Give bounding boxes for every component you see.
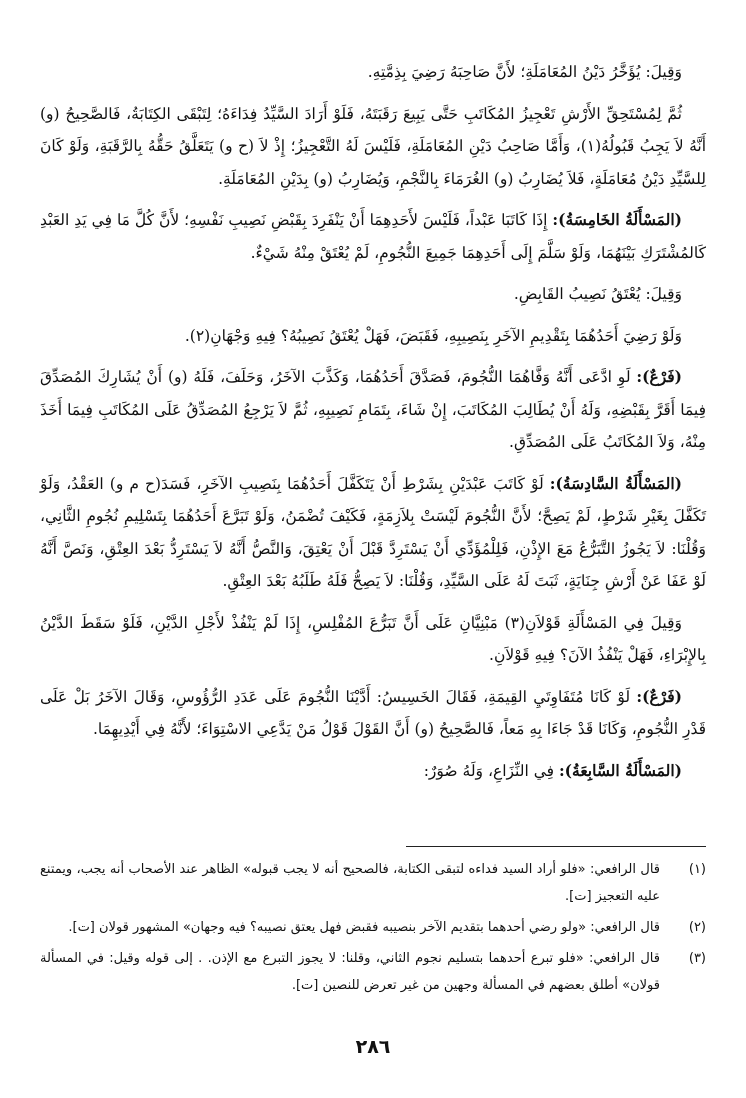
footnote-number: (١) [688,862,706,877]
page-number: ٢٨٦ [355,1036,391,1058]
paragraph-10 [40,755,706,788]
footnote-number: (٢) [688,920,706,935]
paragraph-text: ثُمَّ لِمُسْتَحِقِّ الأَرْشِ تَعْجِيزُ المُكَاتَبِ حَتَّى يَبِيعَ رَقَبَتَهُ، فَلَوْ أَرَادَ السَّيِّدُ فِدَاءَهُ؛ لِتَبْقَى الكِتَابَةُ، فَالصَّحِيحُ (و) أَنَّهُ لاَ يَجِبُ قَبُولُهُ(١)، وَأَمَّا صَاحِبُ دَيْنِ المُعَامَلَةِ، فَلَيْسَ لَهُ التَّعْجِيزُ؛ إِذْ لاَ (ح و) يَتَعَلَّقُ حَقُّهُ بِالرَّقَبَةِ، وَلَوْ كَانَ لِلسَّيِّدِ دَيْنُ مُعَامَلَةٍ، فَلاَ يُضَارِبُ (و) الغُرَمَاءَ بِالنَّجْمِ، وَيُضَارِبُ (و) بِدَيْنِ المُعَامَلَةِ. [40,104,707,188]
paragraph-text: وَلَوْ رَضِيَ أَحَدُهُمَا بِتَقْدِيمِ الآخَرِ بِنَصِيبِهِ، فَقَبَضَ، فَهَلْ يُعْتَقُ نَصِيبُهُ؟ فِيهِ وَجْهَانِ(٢). [184,326,682,345]
paragraph-text: لَوْ كَانَا مُتَفَاوِتَيِ القِيمَةِ، فَقَالَ الخَسِيسُ: أَدَّيْنَا النُّجُومَ عَلَى عَدَدِ الرُّؤُوسِ، وَقَالَ الآخَرُ بَلْ عَلَى قَدْرِ النُّجُومِ، وَكَانَا قَدْ جَاءَا بِهِ مَعاً، فَالصَّحِيحُ (و) أَنَّ القَوْلَ قَوْلُ مَنْ يَدَّعِي الاسْتِوَاءَ؛ لأَنَّهُ فِي أَيْدِيهِمَا. [40,687,706,738]
section-heading-seventh-issue: (المَسْأَلَةُ السَّابِعَةُ): [558,760,682,780]
main-text [40,56,706,796]
paragraph-6 [40,361,706,459]
paragraph-text: لَوِ ادَّعَى أَنَّهُ وَفَّاهُمَا النُّجُومَ، فَصَدَّقَ أَحَدُهُمَا، وَكَذَّبَ الآخَرُ، وَحَلَفَ، فَلَهُ (و) أَنْ يُشَارِكَ المُصَدِّقَ فِيمَا أَقَرَّ بِقَبْضِهِ، وَلَهُ أَنْ يُطَالِبَ المُكَاتَبَ، إِنْ شَاءَ، بِتَمَامِ نَصِيبِهِ، ثُمَّ لاَ يَرْجِعُ المُصَدِّقُ عَلَى المُكَاتَبِ فِيمَا أَخَذَ مِنْهُ، وَلاَ المُكَاتَبُ عَلَى المُصَدِّقِ. [40,368,706,451]
paragraph-text: لَوْ كَاتَبَ عَبْدَيْنِ بِشَرْطِ أَنْ يَتَكَفَّلَ أَحَدُهُمَا بِنَصِيبِ الآخَرِ، فَسَدَ(ح م و) العَقْدُ، وَلَوْ تَكَفَّلَ بِغَيْرِ شَرْطٍ، لَمْ يَصِحَّ؛ لأَنَّ النُّجُومَ لَيْسَتْ بِلاَزِمَةٍ، فَكَيْفَ تُضْمَنُ، وَلَوْ تَبَرَّعَ أَحَدُهُمَا بِتَسْلِيمِ نُجُومِ الثَّانِي، وَقُلْنَا: لاَ يَجُوزُ التَّبَرُّعُ مَعَ الإِذْنِ، فَلِلْمُؤَدِّي أَنْ يَسْتَرِدَّ قَبْلَ أَنْ يَعْتِقَ، وَالنَّصُّ أَنَّهُ لاَ يَسْتَرِدُّ بَعْدَ العِتْقِ، وَنَصَّ أَنَّهُ لَوْ عَفَا عَنْ أَرْشِ جِنَايَةٍ، ثَبَتَ لَهُ عَلَى السَّيِّدِ، وَقُلْنَا: لاَ يَصِحُّ فَلَهُ طَلَبُهُ بَعْدَ العِتْقِ. [40,474,706,590]
paragraph-9 [40,681,706,746]
footnote-2 [40,914,706,941]
section-heading-branch: (فَرْعٌ): [636,367,682,386]
paragraph-text: فِي النِّزَاعِ، وَلَهُ صُوَرٌ: [423,761,559,780]
paragraph-1 [40,56,706,89]
paragraph-5 [40,320,706,353]
footnotes [40,856,706,1003]
paragraph-8 [40,607,706,672]
footnote-number: (٣) [688,951,706,966]
footnote-3 [40,945,706,999]
paragraph-text: إِذَا كَاتَبَا عَبْداً، فَلَيْسَ لأَحَدِهِمَا أَنْ يَنْفَرِدَ بِقَبْضِ نَصِيبِ نَفْسِهِ؛ لأَنَّ كُلَّ مَا فِي يَدِ العَبْدِ كَالمُشْتَرَكِ بَيْنَهُمَا، وَلَوْ سَلَّمَ إِلَى أَحَدِهِمَا جَمِيعَ النُّجُومِ، لَمْ يُعْتَقْ مِنْهُ شَيْءٌ. [40,211,706,262]
footnote-1 [40,856,706,910]
footnote-text: قال الرافعي: «فلو أراد السيد فداءه لتبقى الكتابة، فالصحيح أنه لا يجب قبوله» الظاهر عند الأصحاب أنه يجب، ويمتنع عليه التعجيز [ت]. [40,862,660,904]
paragraph-4 [40,278,706,311]
paragraph-text: وَقِيلَ: يُعْتَقُ نَصِيبُ القَابِضِ. [513,285,682,303]
section-heading-branch: (فَرْعٌ): [636,686,682,706]
paragraph-7 [40,468,706,598]
paragraph-2 [40,98,706,196]
paragraph-text: وَقِيلَ: يُؤَخَّرُ دَيْنُ المُعَامَلَةِ؛ لأَنَّ صَاحِبَهُ رَضِيَ بِذِمَّتِهِ. [367,63,682,81]
footnote-text: قال الرافعي: «ولو رضي أحدهما بتقديم الآخر بنصيبه فقبض فهل يعتق نصيبه؟ فيه وجهان» المشهور قولان [ت]. [68,920,660,935]
section-heading-sixth-issue: (المَسْأَلَةُ السَّادِسَةُ): [549,473,682,493]
paragraph-text: وَقِيلَ فِي المَسْأَلَةِ قَوْلاَنِ(٣) مَبْنِيَّانِ عَلَى أَنَّ تَبَرُّعَ المُفْلِسِ، إِذَا لَمْ يَنْفُذْ لأَجْلِ الدَّيْنِ، فَلَوْ سَقَطَ الدَّيْنُ بِالإِبْرَاءِ، فَهَلْ يَنْفُذُ الآنَ؟ فِيهِ قَوْلاَنِ. [40,613,706,664]
section-heading-fifth-issue: (المَسْأَلَةُ الخَامِسَةُ): [552,210,682,229]
footnote-text: قال الرافعي: «فلو تبرع أحدهما بتسليم نجوم الثاني، وقلنا: لا يجوز التبرع مع الإذن. . إلى قوله وقيل: في المسألة قولان» أطلق بعضهم في المسألة وجهين من غير تعرض للنصين [ت]. [40,951,660,993]
footnote-divider [406,846,706,847]
paragraph-3 [40,204,706,269]
